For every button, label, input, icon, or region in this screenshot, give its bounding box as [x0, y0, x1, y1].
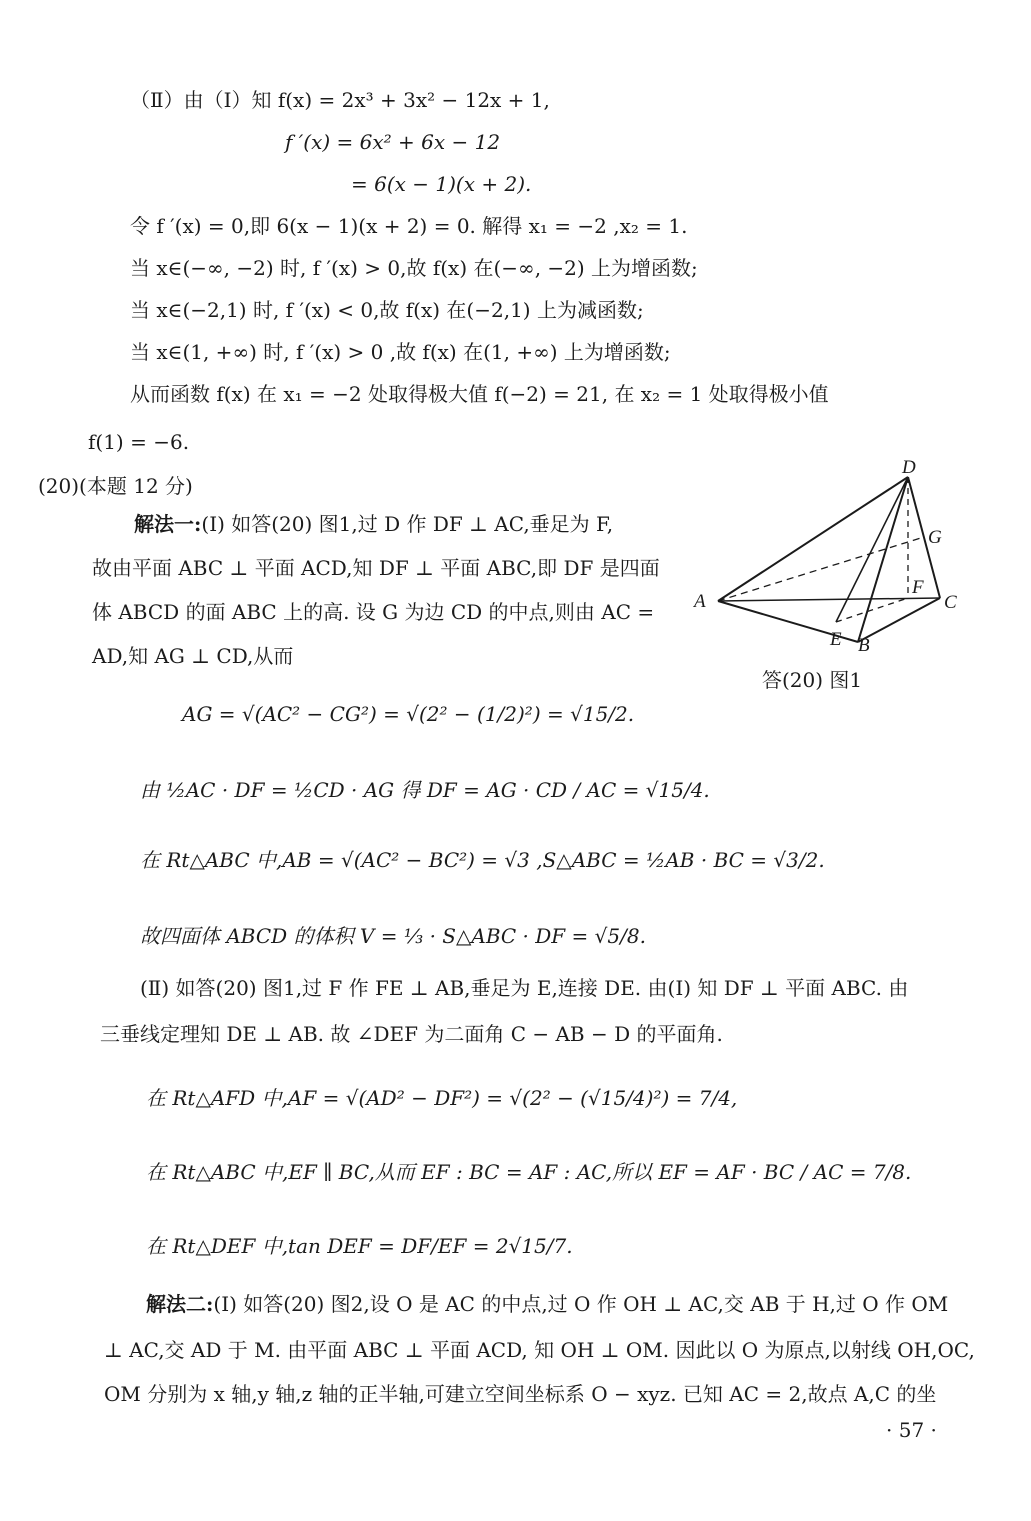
point-label-d: D: [902, 457, 916, 478]
text-line: 令 f ′(x) = 0,即 6(x − 1)(x + 2) = 0. 解得 x₁ = −2 ,x₂ = 1.: [130, 214, 688, 238]
equation: 故四面体 ABCD 的体积 V = ⅓ · S△ABC · DF = √5/8.: [140, 924, 646, 948]
equation: 在 Rt△ABC 中,EF ∥ BC,从而 EF : BC = AF : AC,所以 EF = AF · BC / AC = 7/8.: [146, 1160, 912, 1184]
text-line: 体 ABCD 的面 ABC 上的高. 设 G 为边 CD 的中点,则由 AC =: [92, 600, 655, 624]
text-line: f(1) = −6.: [88, 430, 190, 454]
point-label-e: E: [830, 629, 842, 650]
text-line: 当 x∈(−∞, −2) 时, f ′(x) > 0,故 f(x) 在(−∞, −2) 上为增函数;: [130, 256, 698, 280]
equation: 在 Rt△ABC 中,AB = √(AC² − BC²) = √3 ,S△ABC = ½AB · BC = √3/2.: [140, 848, 825, 872]
tetrahedron-diagram: [690, 455, 980, 655]
point-label-f: F: [912, 577, 924, 598]
equation: 在 Rt△AFD 中,AF = √(AD² − DF²) = √(2² − (√15/4)²) = 7/4,: [146, 1086, 738, 1110]
text-line: (Ⅱ) 如答(20) 图1,过 F 作 FE ⊥ AB,垂足为 E,连接 DE. 由(Ⅰ) 知 DF ⊥ 平面 ABC. 由: [140, 976, 909, 1000]
text-span: (Ⅰ) 如答(20) 图1,过 D 作 DF ⊥ AC,垂足为 F,: [201, 512, 614, 536]
figure-tetrahedron: [690, 455, 980, 655]
text-line: 故由平面 ABC ⊥ 平面 ACD,知 DF ⊥ 平面 ABC,即 DF 是四面: [92, 556, 660, 580]
page-number: · 57 ·: [886, 1418, 937, 1442]
problem-heading: (20)(本题 12 分): [38, 474, 193, 498]
method-label: 解法二:: [146, 1292, 214, 1316]
text-line: [146, 1290, 948, 1318]
point-label-c: C: [944, 592, 957, 613]
text-span: (Ⅰ) 如答(20) 图2,设 O 是 AC 的中点,过 O 作 OH ⊥ AC,交 AB 于 H,过 O 作 OM: [213, 1292, 949, 1316]
text-line: f ′(x) = 6x² + 6x − 12: [285, 130, 501, 154]
text-line: （Ⅱ）由（Ⅰ）知 f(x) = 2x³ + 3x² − 12x + 1,: [130, 88, 550, 112]
figure-caption: 答(20) 图1: [762, 668, 863, 692]
point-label-a: A: [694, 591, 706, 612]
text-line: 当 x∈(1, +∞) 时, f ′(x) > 0 ,故 f(x) 在(1, +∞) 上为增函数;: [130, 340, 671, 364]
text-line: 从而函数 f(x) 在 x₁ = −2 处取得极大值 f(−2) = 21, 在 x₂ = 1 处取得极小值: [130, 382, 829, 406]
method-label: 解法一:: [134, 512, 202, 536]
text-line: [134, 510, 613, 538]
point-label-b: B: [858, 635, 870, 655]
point-label-g: G: [928, 527, 942, 548]
equation: AG = √(AC² − CG²) = √(2² − (1/2)²) = √15/2.: [182, 702, 635, 726]
equation: 由 ½AC · DF = ½CD · AG 得 DF = AG · CD / AC = √15/4.: [140, 778, 710, 802]
text-line: = 6(x − 1)(x + 2).: [351, 172, 532, 196]
text-line: AD,知 AG ⊥ CD,从而: [92, 644, 294, 668]
text-line: 当 x∈(−2,1) 时, f ′(x) < 0,故 f(x) 在(−2,1) 上为减函数;: [130, 298, 644, 322]
equation: 在 Rt△DEF 中,tan DEF = DF/EF = 2√15/7.: [146, 1234, 573, 1258]
text-line: 三垂线定理知 DE ⊥ AB. 故 ∠DEF 为二面角 C − AB − D 的平面角.: [100, 1022, 723, 1046]
text-line: ⊥ AC,交 AD 于 M. 由平面 ABC ⊥ 平面 ACD, 知 OH ⊥ OM. 因此以 O 为原点,以射线 OH,OC,: [104, 1338, 975, 1362]
text-line: OM 分别为 x 轴,y 轴,z 轴的正半轴,可建立空间坐标系 O − xyz. 已知 AC = 2,故点 A,C 的坐: [104, 1382, 937, 1406]
